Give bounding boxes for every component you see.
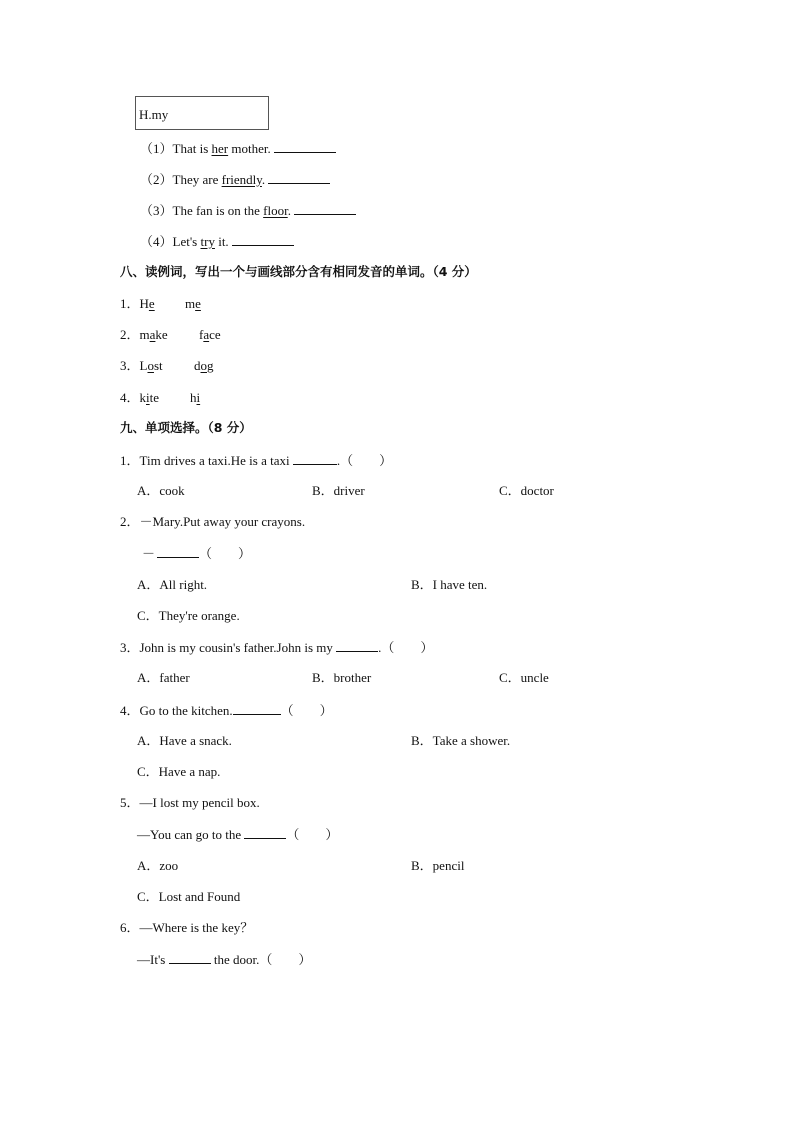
phonics-example-2: face xyxy=(199,327,221,342)
underlined-word: floor xyxy=(263,203,288,218)
question-6: 6．—Where is the key？ xyxy=(120,920,254,935)
q4-option-b[interactable]: B．Take a shower. xyxy=(411,733,511,748)
question-2: 2．－Mary.Put away your crayons. xyxy=(120,514,306,529)
answer-blank[interactable] xyxy=(268,171,330,184)
question-4: 4．Go to the kitchen. （ ） xyxy=(120,703,333,718)
rewrite-item-2: （2）They are friendly. xyxy=(140,171,330,188)
q5-option-a[interactable]: A．zoo xyxy=(137,858,179,873)
phonics-item-2: 2．make xyxy=(120,327,168,342)
answer-blank[interactable] xyxy=(274,140,336,153)
rewrite-item-4: （4）Let's try it. xyxy=(140,233,294,250)
question-2-reply: － （ ） xyxy=(142,546,252,561)
underlined-word: try xyxy=(200,234,215,249)
answer-blank[interactable] xyxy=(232,233,294,246)
q1-option-a[interactable]: A．cook xyxy=(137,483,185,498)
phonics-example-4: hi xyxy=(190,390,201,405)
q4-option-a[interactable]: A．Have a snack. xyxy=(137,733,232,748)
q3-option-c[interactable]: C．uncle xyxy=(499,670,549,685)
underlined-word: friendly xyxy=(221,172,262,187)
question-6-reply: —It's the door.（ ） xyxy=(137,952,312,967)
rewrite-item-1: （1）That is her mother. xyxy=(140,140,336,157)
answer-blank[interactable] xyxy=(169,951,211,964)
word-box-text: H.my xyxy=(139,107,169,122)
q2-option-c[interactable]: C．They're orange. xyxy=(137,608,240,623)
answer-blank[interactable] xyxy=(244,826,286,839)
answer-blank[interactable] xyxy=(157,545,199,558)
q5-option-c[interactable]: C．Lost and Found xyxy=(137,889,241,904)
q2-option-b[interactable]: B．I have ten. xyxy=(411,577,488,592)
q3-option-a[interactable]: A．father xyxy=(137,670,190,685)
rewrite-item-3: （3）The fan is on the floor. xyxy=(140,202,356,219)
q4-option-c[interactable]: C．Have a nap. xyxy=(137,764,221,779)
underlined-word: her xyxy=(211,141,229,156)
section-8-heading: 八、读例词，写出一个与画线部分含有相同发音的单词。（4 分） xyxy=(120,264,477,279)
answer-blank[interactable] xyxy=(336,639,378,652)
q1-option-b[interactable]: B．driver xyxy=(312,483,365,498)
phonics-item-4: 4．kite xyxy=(120,390,160,405)
word-box xyxy=(135,96,269,130)
q5-option-b[interactable]: B．pencil xyxy=(411,858,465,873)
section-9-heading: 九、单项选择。（8 分） xyxy=(120,420,252,435)
question-5-reply: —You can go to the （ ） xyxy=(137,827,339,842)
answer-blank[interactable] xyxy=(294,202,356,215)
q1-option-c[interactable]: C．doctor xyxy=(499,483,554,498)
answer-blank[interactable] xyxy=(293,452,337,465)
phonics-example-3: dog xyxy=(194,358,214,373)
phonics-example-1: me xyxy=(185,296,201,311)
question-5: 5．—I lost my pencil box. xyxy=(120,795,260,810)
phonics-item-1: 1．He xyxy=(120,296,155,311)
question-3: 3．John is my cousin's father.John is my .（ ） xyxy=(120,640,434,655)
phonics-item-3: 3．Lost xyxy=(120,358,163,373)
answer-blank[interactable] xyxy=(233,702,281,715)
question-1: 1．Tim drives a taxi.He is a taxi .（ ） xyxy=(120,453,393,468)
q2-option-a[interactable]: A．All right. xyxy=(137,577,208,592)
q3-option-b[interactable]: B．brother xyxy=(312,670,372,685)
